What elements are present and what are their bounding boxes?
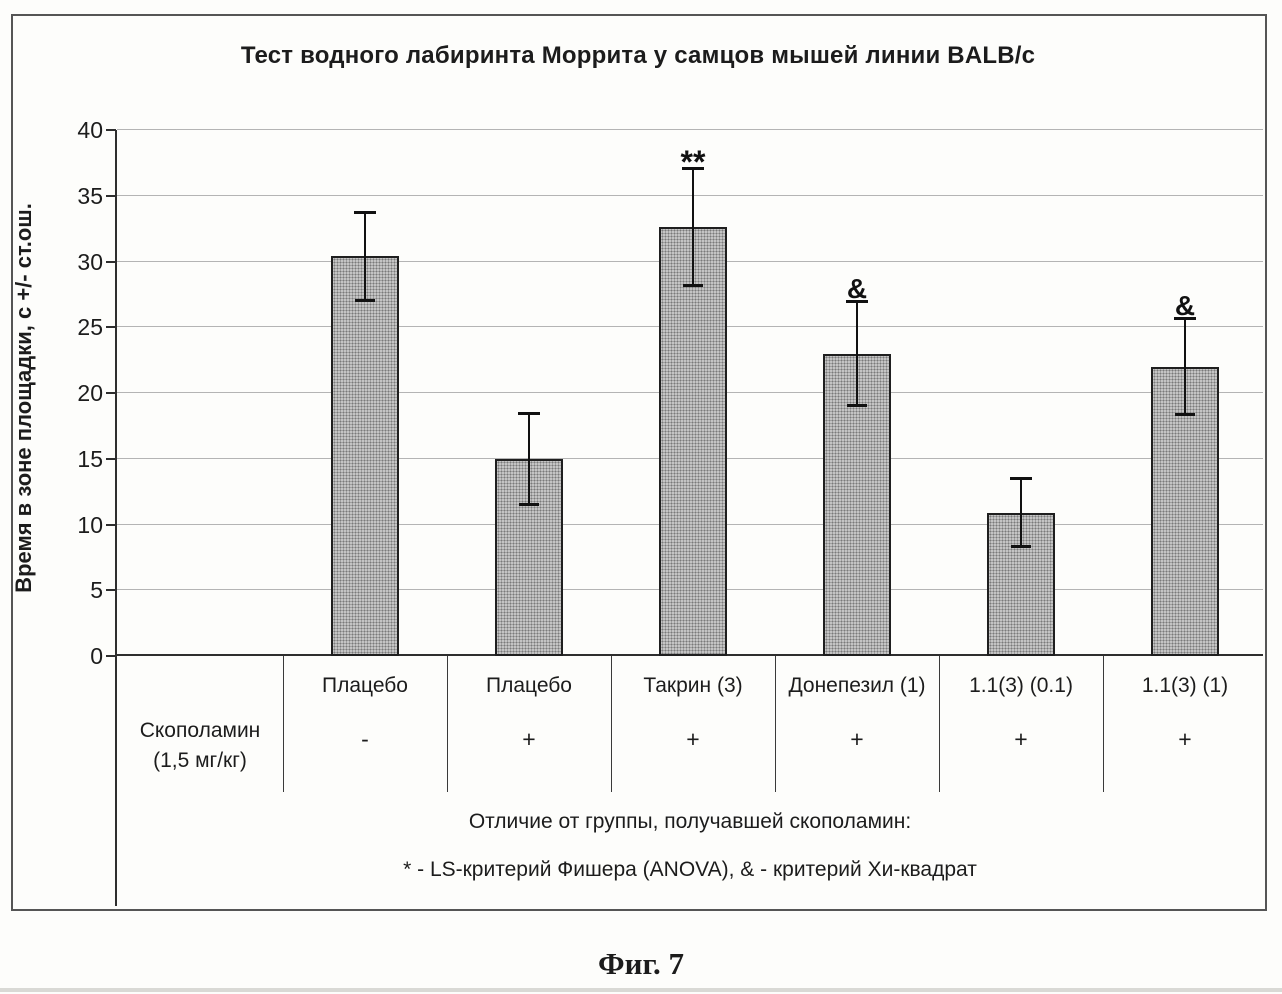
y-tick-10: [106, 524, 116, 526]
error-bar-cap-bottom-6: [1175, 413, 1195, 416]
treatment-sign-3: +: [686, 726, 700, 752]
y-tick-25: [106, 326, 116, 328]
y-tick-label-25: 25: [77, 314, 103, 341]
treatment-sign-2: +: [522, 726, 536, 752]
treatment-row-header-line2: (1,5 мг/кг): [153, 749, 247, 772]
treatment-sign-5: +: [1014, 726, 1028, 752]
footnote-line1: Отличие от группы, получавшей скополамин:: [468, 810, 912, 833]
treatment-row-header-line1: Скополамин: [139, 719, 261, 742]
y-tick-label-40: 40: [77, 117, 103, 143]
significance-mark-4: &: [846, 272, 868, 304]
error-bar-stem-6: [1184, 318, 1186, 415]
bar-1: [331, 256, 399, 656]
footnote-line2: * - LS-критерий Фишера (ANOVA), & - критерий Хи-квадрат: [403, 858, 977, 881]
error-bar-stem-4: [856, 301, 858, 406]
category-label-3: Такрин (3): [643, 674, 743, 697]
chart-title: Тест водного лабиринта Моррита у самцов мышей линии BALB/c: [240, 42, 1036, 69]
gridline-40: [117, 129, 1263, 130]
error-bar-cap-bottom-2: [519, 503, 539, 506]
y-tick-label-5: 5: [90, 577, 103, 604]
significance-mark-6: &: [1174, 290, 1196, 322]
y-tick-0: [106, 655, 116, 657]
error-bar-cap-top-5: [1010, 477, 1032, 480]
significance-mark-3: **: [680, 144, 706, 181]
category-label-5: 1.1(3) (0.1): [969, 674, 1073, 697]
y-tick-label-30: 30: [77, 248, 103, 275]
y-tick-30: [106, 261, 116, 263]
y-tick-35: [106, 195, 116, 197]
category-label-6: 1.1(3) (1): [1141, 674, 1229, 697]
error-bar-cap-bottom-4: [847, 404, 867, 407]
error-bar-cap-top-2: [518, 412, 540, 415]
category-label-4: Донепезил (1): [788, 674, 926, 697]
y-axis-line: [115, 130, 117, 906]
chart-outer-frame: [11, 14, 1267, 911]
error-bar-cap-bottom-5: [1011, 545, 1031, 548]
y-tick-label-0: 0: [90, 643, 103, 669]
y-axis-label: Время в зоне площадки, с +/- ст.ош.: [11, 203, 36, 593]
error-bar-stem-5: [1020, 478, 1022, 546]
category-label-2: Плацебо: [486, 674, 572, 697]
y-tick-15: [106, 458, 116, 460]
y-tick-40: [106, 129, 116, 131]
y-tick-20: [106, 392, 116, 394]
treatment-sign-6: +: [1178, 726, 1192, 752]
y-tick-label-10: 10: [77, 511, 103, 538]
error-bar-stem-1: [364, 212, 366, 301]
y-tick-label-20: 20: [77, 380, 103, 406]
bar-3: [659, 227, 727, 656]
y-tick-label-15: 15: [77, 445, 103, 472]
y-tick-label-35: 35: [77, 182, 103, 209]
gridline-35: [117, 195, 1263, 196]
treatment-sign-4: +: [850, 726, 864, 752]
error-bar-cap-bottom-1: [355, 299, 375, 302]
treatment-sign-1: -: [361, 726, 369, 752]
error-bar-cap-top-1: [354, 211, 376, 214]
figure-caption: Фиг. 7: [597, 946, 685, 981]
treatment-row-header: [120, 716, 280, 776]
error-bar-cap-bottom-3: [683, 284, 703, 287]
category-label-1: Плацебо: [322, 674, 408, 697]
error-bar-stem-3: [692, 168, 694, 286]
scan-artifact: [0, 988, 1282, 992]
y-tick-5: [106, 589, 116, 591]
error-bar-stem-2: [528, 413, 530, 505]
